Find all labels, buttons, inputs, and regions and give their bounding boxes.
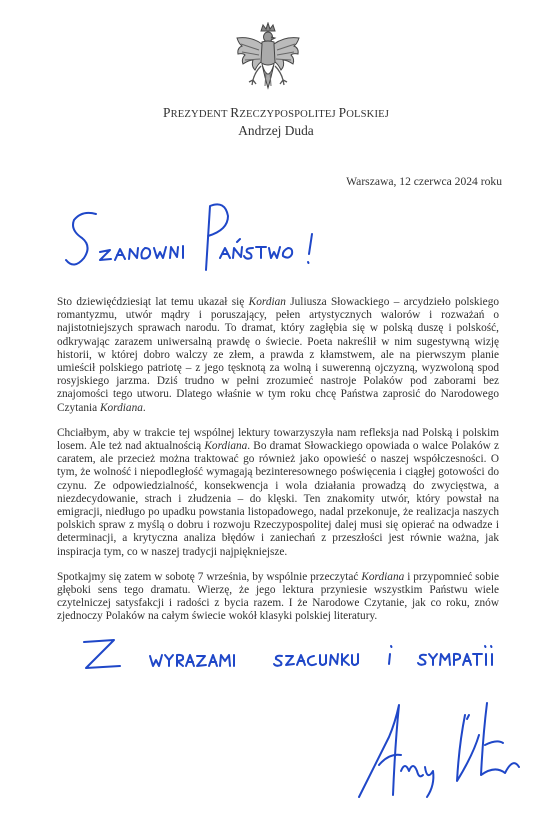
text-run: i przypomnieć sobie głęboki sens tego dramatu. Wierzę, że jego lektura przyniesie wszystkim Państwu wiele czytelniczej satysfakcji i radości z bycia razem. I że Narodowe Czytanie, jak co roku, znów zjednoczy Polaków na całym świecie wokół klasyki polskiej literatury.: [57, 570, 499, 623]
title-letter: P: [162, 105, 171, 120]
text-run: Chciałbym, aby w trakcie tej wspólnej lektury towarzyszyła nam refleksja nad Polską i polskim losem. Ale też nad aktualnością: [57, 426, 499, 453]
letterhead-name: Andrzej Duda: [238, 123, 314, 138]
text-run: . Bo dramat Słowackiego opowiada o walce Polaków z caratem, ale przecież można traktować go również jako opowieść o naszej współczesności. O tym, że wolność i niepodległość wymagają bezinteresownego poświęcenia i ciągłej gotowości do czynu. Ze odpowiedzialność, konsekwencja i wola działania prowadzą do zwycięstwa, a niezdecydowanie, strach i złudzenia – do klęski. Ten znakomity utwór, który powstał na emigracji, niedługo po upadku powstania listopadowego, nadal przekonuje, że realizacja naszych polskich spraw z myślą o dobru i rozwoju Rzeczypospolitej dalej musi się opierać na odwadze i determinacji, a krytyczna analiza błędów i zaniechań z przeszłości jest równie ważna, jak inspiracja tym, co w naszej tradycji najpiękniejsze.: [57, 440, 499, 558]
letter-body: [57, 296, 499, 624]
letterhead-title: [0, 105, 552, 121]
handwritten-greeting: [60, 196, 320, 281]
title-emphasis: Kordiana: [99, 401, 143, 414]
handwritten-signature: [355, 685, 525, 805]
white-eagle-emblem-icon: [233, 22, 303, 96]
handwritten-closing: [80, 632, 530, 682]
text-run: Sto dziewięćdziesiąt lat temu ukazał się: [57, 296, 249, 308]
title-emphasis: Kordian: [248, 296, 286, 308]
title-word: OLSKIEJ: [346, 109, 390, 120]
title-letter: R: [230, 105, 240, 120]
paragraph: [57, 427, 499, 559]
title-emphasis: Kordiana: [204, 440, 248, 453]
title-word: ZECZYPOSPOLITEJ: [239, 109, 339, 120]
paragraph: [57, 296, 499, 415]
text-run: .: [142, 401, 146, 414]
text-run: Juliusza Słowackiego – arcydzieło polskiego romantyzmu, utwór mądry i poruszający, pełen artystycznych walorów i rozważań o najistotniejszych sprawach narodu. To dramat, który zagłębia się w polską duszę i polskość, odkrywając zarazem uniwersalną prawdę o świecie. Poeta nakreślił w nim sugestywną wizję historii, w której dobro walczy ze złem, a prawda z kłamstwem, ale na pierwszym planie umieścił polskiego patriotę – z jego tęsknotą za wolną i suwerenną ojczyzną, wyzwoloną spod rosyjskiego jarzma. Dziś trudno w pełni zrozumieć nastroje Polaków pod zaborami bez znajomości tego utworu. Dlatego właśnie w tym roku chcę Państwa zaprosić do Narodowego Czytania: [57, 296, 499, 414]
title-emphasis: Kordiana: [361, 570, 405, 583]
title-word: REZYDENT: [170, 109, 231, 120]
text-run: Spotkajmy się zatem w sobotę 7 września, by wspólnie przeczytać: [57, 570, 362, 583]
paragraph: [57, 571, 499, 624]
date-line: Warszawa, 12 czerwca 2024 roku: [346, 175, 502, 188]
title-letter: P: [338, 105, 347, 120]
